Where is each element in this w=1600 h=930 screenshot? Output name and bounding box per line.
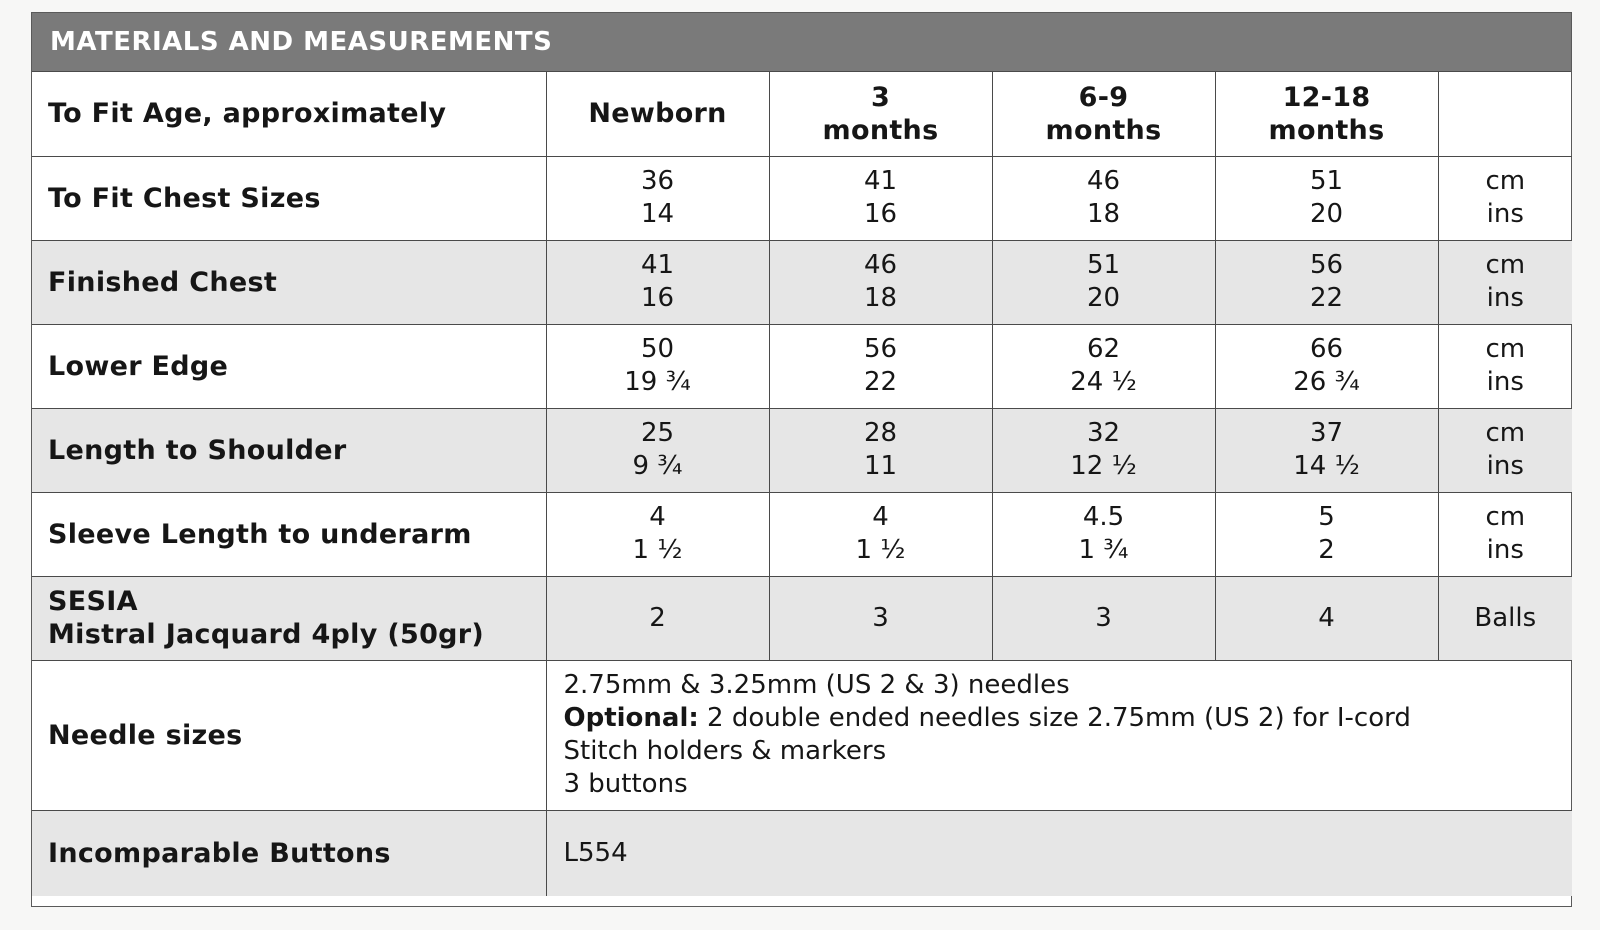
value-ins: 26 ¾ (1293, 367, 1360, 397)
optional-text: 2 double ended needles size 2.75mm (US 2) for I-cord (698, 703, 1411, 733)
yarn-name: Mistral Jacquard 4ply (50gr) (48, 619, 485, 650)
measurements-table (32, 72, 1572, 896)
table-cell (546, 492, 769, 576)
value-cm: 4 (872, 502, 889, 532)
section-title: MATERIALS AND MEASUREMENTS (50, 27, 553, 57)
optional-label: Optional: (563, 703, 699, 733)
value-cm: 32 (1086, 418, 1121, 448)
materials-table-panel (31, 12, 1572, 907)
value-ins: 24 ½ (1070, 367, 1137, 397)
needles-line: Stitch holders & markers (563, 736, 887, 766)
value-ins: 11 (863, 451, 898, 481)
size-header-newborn (546, 72, 769, 156)
unit-ins: ins (1486, 367, 1524, 397)
value-cm: 56 (1309, 250, 1344, 280)
table-cell (1215, 408, 1438, 492)
size-header-line: months (822, 114, 939, 146)
value-ins: 14 (640, 199, 675, 229)
value-ins: 18 (863, 283, 898, 313)
yarn-brand: SESIA (48, 586, 138, 617)
unit-cell (1438, 240, 1572, 324)
unit-cell (1438, 492, 1572, 576)
size-header-line: months (1268, 114, 1385, 146)
table-cell: 3 (992, 576, 1215, 660)
value-ins: 16 (640, 283, 675, 313)
value-cm: 4 (649, 502, 666, 532)
value-ins: 20 (1086, 283, 1121, 313)
table-cell (769, 408, 992, 492)
value-cm: 51 (1309, 166, 1344, 196)
table-row-age (32, 72, 1572, 156)
value-ins: 9 ¾ (632, 451, 683, 481)
value-cm: 37 (1309, 418, 1344, 448)
table-cell (769, 324, 992, 408)
value-ins: 19 ¾ (624, 367, 691, 397)
size-header-12-18-months (1215, 72, 1438, 156)
unit-cm: cm (1485, 250, 1526, 280)
table-row-finished-chest (32, 240, 1572, 324)
unit-ins: ins (1486, 283, 1524, 313)
value-ins: 2 (1318, 535, 1335, 565)
value-ins: 1 ¾ (1078, 535, 1129, 565)
value-ins: 12 ½ (1070, 451, 1137, 481)
table-cell: 2 (546, 576, 769, 660)
row-label: Finished Chest (32, 240, 546, 324)
size-header-line: 3 (870, 81, 891, 113)
row-label: Incomparable Buttons (32, 810, 546, 896)
unit-cm: cm (1485, 502, 1526, 532)
table-row-chest-sizes (32, 156, 1572, 240)
unit-cell (1438, 408, 1572, 492)
row-label: To Fit Chest Sizes (32, 156, 546, 240)
unit-ins: ins (1486, 535, 1524, 565)
table-row-sleeve-length (32, 492, 1572, 576)
unit-cm: cm (1485, 166, 1526, 196)
table-cell (992, 408, 1215, 492)
buttons-value: L554 (546, 810, 1572, 896)
value-ins: 1 ½ (632, 535, 683, 565)
table-cell (992, 240, 1215, 324)
value-cm: 41 (863, 166, 898, 196)
value-cm: 36 (640, 166, 675, 196)
needles-optional-line (564, 702, 1573, 735)
value-ins: 16 (863, 199, 898, 229)
value-ins: 22 (1309, 283, 1344, 313)
value-cm: 4.5 (1082, 502, 1125, 532)
value-cm: 46 (1086, 166, 1121, 196)
size-header-line: months (1045, 114, 1162, 146)
unit-cm: cm (1485, 334, 1526, 364)
table-cell (1215, 156, 1438, 240)
unit-cell (1438, 156, 1572, 240)
row-label-age: To Fit Age, approximately (32, 72, 546, 156)
value-ins: 22 (863, 367, 898, 397)
value-ins: 1 ½ (855, 535, 906, 565)
value-cm: 50 (640, 334, 675, 364)
table-cell (546, 156, 769, 240)
needles-line: 2.75mm & 3.25mm (US 2 & 3) needles (563, 670, 1070, 700)
table-cell (1215, 240, 1438, 324)
table-row-yarn (32, 576, 1572, 660)
value-ins: 14 ½ (1293, 451, 1360, 481)
value-cm: 25 (640, 418, 675, 448)
row-label: Lower Edge (32, 324, 546, 408)
unit-cell: Balls (1438, 576, 1572, 660)
value-cm: 46 (863, 250, 898, 280)
table-cell (992, 156, 1215, 240)
row-label: Needle sizes (32, 660, 546, 810)
unit-cell (1438, 324, 1572, 408)
needles-detail (546, 660, 1572, 810)
unit-header (1438, 72, 1572, 156)
size-header-6-9-months (992, 72, 1215, 156)
size-header-3-months (769, 72, 992, 156)
size-header-line: 12-18 (1282, 81, 1371, 113)
table-cell (769, 492, 992, 576)
table-cell (1215, 324, 1438, 408)
table-cell (546, 408, 769, 492)
table-cell (992, 324, 1215, 408)
table-cell (546, 324, 769, 408)
table-row-needles (32, 660, 1572, 810)
row-label: Length to Shoulder (32, 408, 546, 492)
size-header-line: 6-9 (1078, 81, 1129, 113)
row-label: Sleeve Length to underarm (32, 492, 546, 576)
table-cell: 4 (1215, 576, 1438, 660)
section-title-bar (32, 13, 1571, 72)
value-cm: 62 (1086, 334, 1121, 364)
value-cm: 28 (863, 418, 898, 448)
table-cell (1215, 492, 1438, 576)
value-cm: 51 (1086, 250, 1121, 280)
table-row-buttons (32, 810, 1572, 896)
unit-cm: cm (1485, 418, 1526, 448)
table-cell (769, 240, 992, 324)
table-cell (992, 492, 1215, 576)
row-label-yarn (32, 576, 546, 660)
unit-ins: ins (1486, 199, 1524, 229)
value-cm: 56 (863, 334, 898, 364)
unit-ins: ins (1486, 451, 1524, 481)
value-ins: 18 (1086, 199, 1121, 229)
value-ins: 20 (1309, 199, 1344, 229)
value-cm: 66 (1309, 334, 1344, 364)
table-row-length-to-shoulder (32, 408, 1572, 492)
table-row-lower-edge (32, 324, 1572, 408)
value-cm: 41 (640, 250, 675, 280)
table-cell (546, 240, 769, 324)
table-cell: 3 (769, 576, 992, 660)
table-cell (769, 156, 992, 240)
needles-line: 3 buttons (563, 769, 688, 799)
size-header-line: Newborn (588, 98, 727, 130)
value-cm: 5 (1318, 502, 1335, 532)
